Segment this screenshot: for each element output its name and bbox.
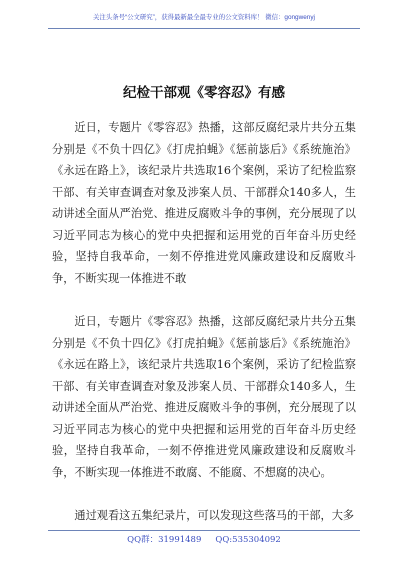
document-body: [52, 117, 356, 527]
footer-qq-group: QQ群：31991489: [127, 535, 202, 545]
header-banner: 关注头条号“公文研究”，获得最新最全最专业的公文资料库！ 微信：gongwenyj: [93, 14, 315, 21]
footer-divider: [48, 530, 360, 531]
footer-qq: QQ:535304092: [215, 535, 281, 545]
document-title: 纪检干部观《零容忍》有感: [123, 85, 285, 101]
paragraph-3: 通过观看这五集纪录片，可以发现这些落马的干部，大多: [74, 509, 355, 522]
paragraph-spacer: [52, 289, 356, 311]
header-divider: [48, 28, 360, 29]
footer-contact: [0, 534, 408, 546]
paragraph-1: 近日，专题片《零容忍》热播，这部反腐纪录片共分五集分别是《不负十四亿》《打虎拍蝇》《惩前毖后》《系统施治》《永远在路上》，该纪录片共选取16个案例，采访了纪检监察干部、有关审查调查对象及涉案人员、干部群众140多人，生动讲述全面从严治党、推进反腐败斗争的事例，充分展现了以习近平同志为核心的党中央把握和运用党的百年奋斗历史经验，坚持自我革命，一刻不停推进党风廉政建设和反腐败斗争，不断实现一体推进不敢: [52, 121, 356, 285]
paragraph-spacer: [52, 483, 356, 505]
paragraph-2: 近日，专题片《零容忍》热播，这部反腐纪录片共分五集分别是《不负十四亿》《打虎拍蝇》《惩前毖后》《系统施治》《永远在路上》，该纪录片共选取16个案例，采访了纪检监察干部、有关审查调查对象及涉案人员、干部群众140多人，生动讲述全面从严治党、推进反腐败斗争的事例，充分展现了以习近平同志为核心的党中央把握和运用党的百年奋斗历史经验，坚持自我革命，一刻不停推进党风廉政建设和反腐败斗争，不断实现一体推进不敢腐、不能腐、不想腐的决心。: [52, 315, 356, 479]
